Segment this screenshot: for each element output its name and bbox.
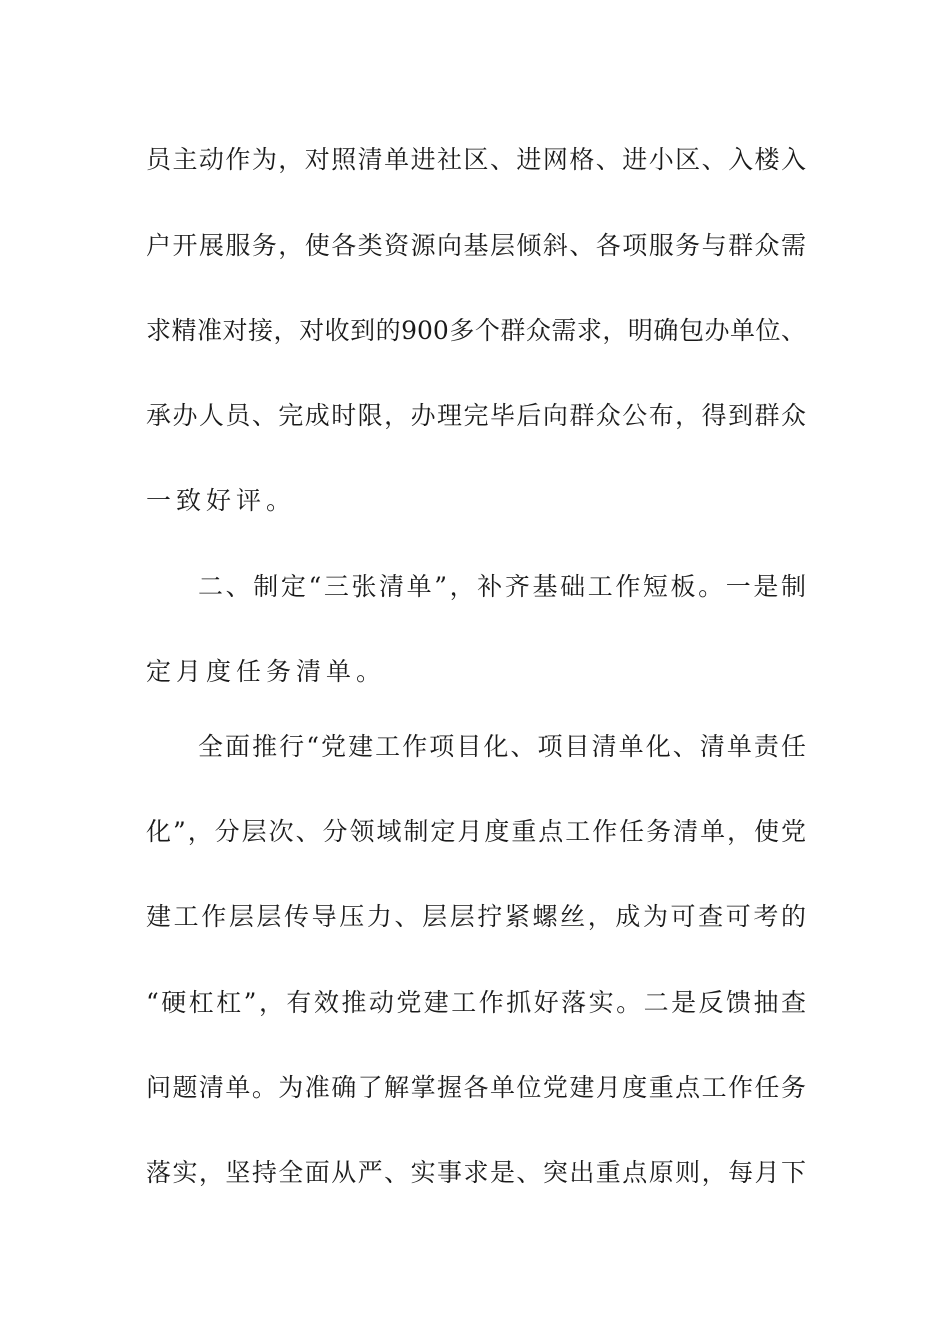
paragraph-heading-line: 二、制定“三张清单”，补齐基础工作短板。一是制 [198,572,806,601]
text-line: 建工作层层传导压力、层层拧紧螺丝，成为可查可考的 [146,902,806,931]
text-line: 化”，分层次、分领域制定月度重点工作任务清单，使党 [146,817,806,846]
text-line: 一致好评。 [146,486,297,515]
text-line: 落实，坚持全面从严、实事求是、突出重点原则，每月下 [146,1158,806,1187]
text-line: 问题清单。为准确了解掌握各单位党建月度重点工作任务 [146,1073,806,1102]
text-line: 员主动作为，对照清单进社区、进网格、进小区、入楼入 [146,145,806,174]
paragraph-first-line: 全面推行“党建工作项目化、项目清单化、清单责任 [198,732,806,761]
text-line: 定月度任务清单。 [146,657,387,686]
text-line: 求精准对接，对收到的900多个群众需求，明确包办单位、 [146,316,806,345]
text-line: 户开展服务，使各类资源向基层倾斜、各项服务与群众需 [146,231,806,260]
text-line: “硬杠杠”，有效推动党建工作抓好落实。二是反馈抽查 [146,988,806,1017]
text-line: 承办人员、完成时限，办理完毕后向群众公布，得到群众 [146,401,806,430]
